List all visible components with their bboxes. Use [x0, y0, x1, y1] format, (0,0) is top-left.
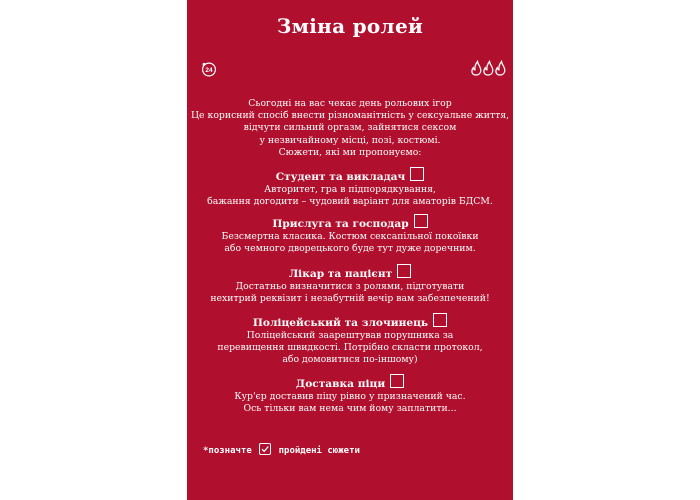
card-title: Зміна ролей: [276, 14, 424, 38]
scenario-doctor-patient: [187, 264, 513, 305]
clock-24-icon: [201, 61, 217, 77]
scenario-title: Доставка піци: [295, 378, 386, 390]
checkbox-icon[interactable]: [397, 264, 411, 278]
scenario-police-criminal: [187, 313, 513, 367]
checked-checkbox-icon: [259, 443, 271, 455]
scenario-description: [187, 184, 513, 208]
description-line: або чемного дворецького буде тут дуже доречним.: [224, 243, 476, 255]
intro-line: Сюжети, які ми пропонуємо:: [278, 146, 422, 158]
description-line: Безсмертна класика. Костюм сексапільної покоївки: [221, 231, 479, 242]
footer-text-before: *позначте: [203, 446, 252, 456]
description-line: бажання догодити – чудовий варіант для аматорів БДСМ.: [207, 196, 493, 208]
checkbox-icon[interactable]: [433, 313, 447, 327]
intro-line: відчути сильний оргазм, зайнятися сексом: [243, 122, 457, 134]
scenario-title: Прислуга та господар: [272, 218, 409, 230]
description-line: Кур'єр доставив піцу рівно у призначений час.: [234, 391, 466, 402]
scenario-title: Лікар та пацієнт: [288, 268, 393, 280]
checkbox-icon[interactable]: [414, 214, 428, 228]
scenario-description: [187, 231, 513, 255]
description-line: Ось тільки вам нема чим йому заплатити...: [243, 403, 457, 415]
footer-text-after: пройдені сюжети: [278, 446, 360, 456]
intro-line: Сьогодні на вас чекає день рольових ігор: [248, 98, 452, 109]
description-line: Поліцейський заарештував порушника за: [246, 330, 454, 341]
description-line: або домовитися по-іншому): [282, 354, 418, 366]
intro-text: [187, 98, 513, 159]
checkbox-icon[interactable]: [410, 167, 424, 181]
scenario-pizza-delivery: [187, 374, 513, 415]
description-line: Авторитет, гра в підпорядкування,: [264, 184, 436, 195]
scenario-title: Студент та викладач: [275, 171, 406, 183]
clock-24-label: 24: [205, 67, 213, 74]
role-play-card: [187, 0, 513, 500]
scenario-title: Поліцейський та злочинець: [252, 317, 429, 329]
intro-line: Це корисний спосіб внести різноманітність у сексуальне життя,: [190, 110, 510, 122]
scenario-description: [187, 281, 513, 305]
description-line: Достатньо визначитися з ролями, підготувати: [235, 281, 465, 292]
scenario-servant-master: [187, 214, 513, 255]
scenario-description: [187, 330, 513, 367]
scenario-description: [187, 391, 513, 415]
checkbox-icon[interactable]: [390, 374, 404, 388]
intro-line: у незвичайному місці, позі, костюмі.: [259, 134, 441, 146]
description-line: перевищення швидкості. Потрібно скласти протокол,: [217, 342, 483, 354]
three-flames-icon: [470, 60, 506, 76]
scenario-student-teacher: [187, 167, 513, 208]
footer-note: [203, 443, 360, 456]
description-line: нехитрий реквізит і незабутній вечір вам забезпечений!: [210, 293, 490, 305]
